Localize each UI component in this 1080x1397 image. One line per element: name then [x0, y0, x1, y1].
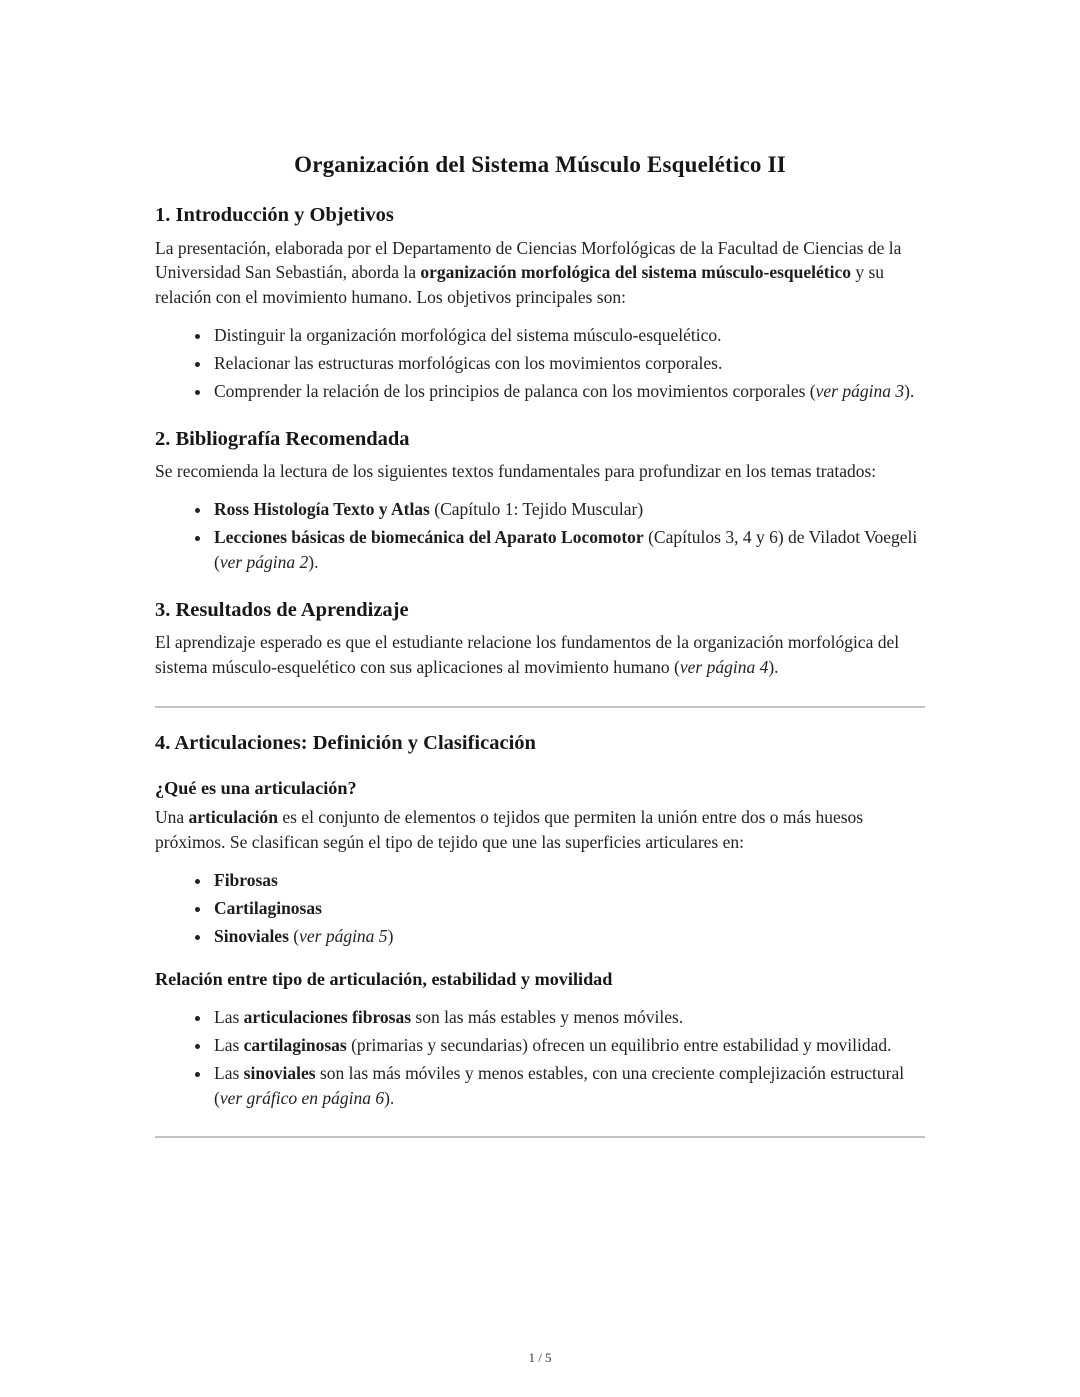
- text-run: ).: [384, 1087, 395, 1108]
- document-title: Organización del Sistema Músculo Esquelético II: [294, 152, 786, 177]
- section-2-list: [155, 497, 925, 575]
- text-run: y su relación con el movimiento humano. Los objetivos principales son:: [155, 262, 885, 308]
- bold-text: organización morfológica del sistema músculo-esquelético: [420, 262, 851, 283]
- list-item: [212, 924, 925, 949]
- text-run: son las más móviles y menos estables, con una creciente complejización estructural (: [214, 1062, 905, 1108]
- text-run: (primarias y secundarias) ofrecen un equilibrio entre estabilidad y movilidad.: [346, 1034, 892, 1055]
- text-run: (: [288, 925, 300, 946]
- section-introduccion-objetivos: [155, 202, 925, 404]
- text-run: Distinguir la organización morfológica del sistema músculo-esquelético.: [214, 325, 722, 346]
- section-2-paragraph: Se recomienda la lectura de los siguientes textos fundamentales para profundizar en los temas tratados:: [155, 461, 877, 482]
- bold-text: Fibrosas: [214, 869, 278, 890]
- subsection-que-es-articulacion-heading: ¿Qué es una articulación?: [155, 777, 357, 798]
- italic-text: ver página 5: [299, 925, 388, 946]
- bold-text: Cartilaginosas: [214, 897, 322, 918]
- italic-text: ver página 3: [815, 380, 905, 401]
- text-run: Una: [155, 807, 189, 828]
- text-run: La presentación, elaborada por el Departamento de Ciencias Morfológicas de la Facultad de Ciencias de la Universidad San Sebastián, aborda la: [155, 237, 902, 283]
- text-run: Las: [214, 1034, 244, 1055]
- list-item: [212, 323, 925, 348]
- list-item: [212, 497, 925, 522]
- text-run: es el conjunto de elementos o tejidos que permiten la unión entre dos o más huesos próximos. Se clasifican según el tipo de tejido que une las superficies articulares en:: [155, 807, 864, 853]
- text-run: ).: [768, 657, 779, 678]
- section-1-paragraph: [155, 236, 925, 311]
- page-number: 1 / 5: [528, 1349, 552, 1365]
- section-1-heading: 1. Introducción y Objetivos: [155, 203, 394, 226]
- bold-text: articulación: [188, 807, 278, 828]
- section-divider: [155, 706, 925, 708]
- text-run: (Capítulos 3, 4 y 6) de Viladot Voegeli (: [214, 526, 918, 572]
- list-item: [212, 351, 925, 376]
- italic-text: ver página 4: [679, 657, 769, 678]
- bold-text: Ross Histología Texto y Atlas: [214, 499, 430, 520]
- text-run: (Capítulo 1: Tejido Muscular): [429, 499, 644, 520]
- bold-text: cartilaginosas: [243, 1034, 347, 1055]
- section-resultados-aprendizaje: [155, 597, 925, 680]
- list-item: [212, 1061, 925, 1111]
- section-divider: [155, 1136, 925, 1138]
- text-run: ): [387, 925, 394, 946]
- text-run: son las más estables y menos móviles.: [411, 1007, 684, 1028]
- subsection-relacion-estabilidad-heading: Relación entre tipo de articulación, estabilidad y movilidad: [155, 969, 613, 990]
- italic-text: ver página 2: [219, 551, 309, 572]
- text-run: Las: [214, 1062, 244, 1083]
- section-3-paragraph: [155, 630, 925, 680]
- section-bibliografia: [155, 426, 925, 575]
- text-run: ).: [308, 551, 319, 572]
- list-item: [212, 896, 925, 921]
- section-1-list: [155, 323, 925, 404]
- section-articulaciones: [155, 730, 925, 1111]
- text-run: Comprender la relación de los principios de palanca con los movimientos corporales (: [214, 380, 816, 401]
- bold-text: sinoviales: [243, 1062, 316, 1083]
- section-4-heading: 4. Articulaciones: Definición y Clasificación: [155, 731, 536, 754]
- italic-text: ver gráfico en página 6: [219, 1087, 385, 1108]
- list-item: [212, 1033, 925, 1058]
- list-item: [212, 525, 925, 575]
- text-run: Las: [214, 1007, 244, 1028]
- text-run: ).: [904, 380, 915, 401]
- bold-text: Sinoviales: [214, 925, 289, 946]
- bold-text: Lecciones básicas de biomecánica del Aparato Locomotor: [214, 526, 644, 547]
- section-4-relation-list: [155, 1005, 925, 1110]
- list-item: [212, 1005, 925, 1030]
- section-4-classification-list: [155, 868, 925, 949]
- bold-text: articulaciones fibrosas: [243, 1007, 412, 1028]
- section-3-heading: 3. Resultados de Aprendizaje: [155, 598, 409, 621]
- list-item: [212, 868, 925, 893]
- section-4-paragraph: [155, 805, 925, 855]
- section-2-heading: 2. Bibliografía Recomendada: [155, 427, 410, 450]
- text-run: Relacionar las estructuras morfológicas con los movimientos corporales.: [214, 352, 723, 373]
- list-item: [212, 379, 925, 404]
- text-run: El aprendizaje esperado es que el estudiante relacione los fundamentos de la organización morfológica del sistema músculo-esquelético con sus aplicaciones al movimiento humano (: [155, 632, 900, 678]
